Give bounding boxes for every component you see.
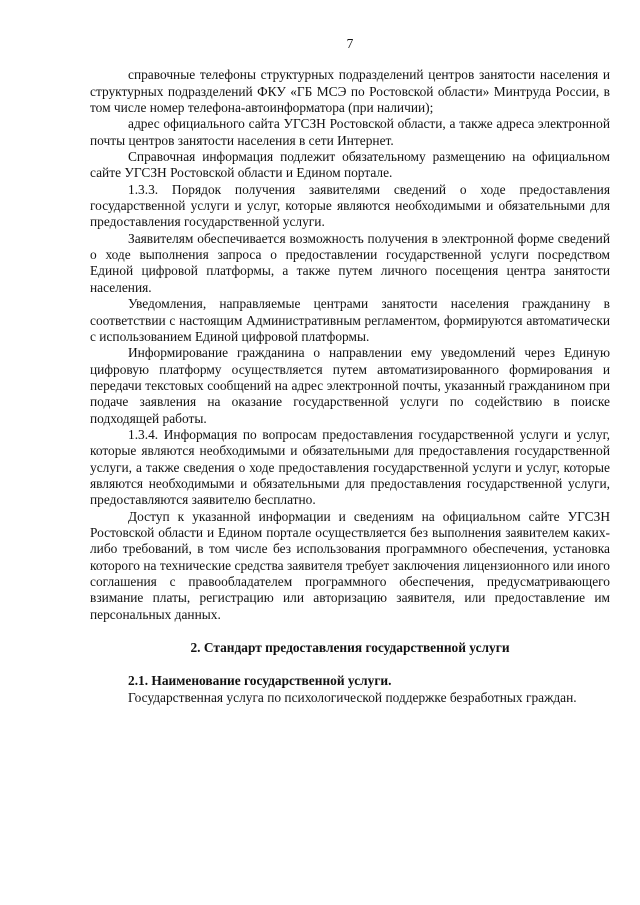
paragraph-1-3-3: 1.3.3. Порядок получения заявителями сведений о ходе предоставления государственной услуги и услуг, которые являются необходимыми и обязательными для предоставления государственной услуги. (90, 181, 610, 230)
paragraph-phones: справочные телефоны структурных подразделений центров занятости населения и структурных подразделений ФКУ «ГБ МСЭ по Ростовской области» Минтруда России, в том числе номер телефона-автоинформатора (при наличии); (90, 67, 610, 116)
subsection-heading: 2.1. Наименование государственной услуги. (128, 673, 392, 689)
section-heading: 2. Стандарт предоставления государственной услуги (190, 640, 510, 656)
paragraph-informing: Информирование гражданина о направлении ему уведомлений через Единую цифровую платформу осуществляется путем автоматизированного формирования и передачи текстовых сообщений на адрес электронной почты, указанный гражданином при подаче заявления на оказание государственной услуги по содействию в поиске подходящей работы. (90, 345, 610, 426)
page-number: 7 (346, 36, 354, 51)
paragraph-notifications: Уведомления, направляемые центрами занятости населения гражданину в соответствии с настоящим Административным регламентом, формируются автоматически с использованием Единой цифровой платформы. (90, 296, 610, 344)
paragraph-service-name: Государственная услуга по психологической поддержке безработных граждан. (128, 689, 577, 705)
paragraph-access: Доступ к указанной информации и сведениям на официальном сайте УГСЗН Ростовской области и Едином портале осуществляется без выполнения заявителем каких-либо требований, в том числе без использования программного обеспечения, установка которого на технические средства заявителя требует заключения лицензионного или иного соглашения с правообладателем программного обеспечения, предусматривающего взимание платы, регистрацию или авторизацию заявителя, или предоставление им персональных данных. (90, 508, 610, 622)
paragraph-electronic-status: Заявителям обеспечивается возможность получения в электронной форме сведений о ходе выполнения запроса о предоставлении государственной услуги посредством Единой цифровой платформы, а также путем личного посещения центра занятости населения. (90, 230, 610, 295)
paragraph-website: адрес официального сайта УГСЗН Ростовской области, а также адреса электронной почты центров занятости населения в сети Интернет. (90, 116, 610, 148)
paragraph-reference-info: Справочная информация подлежит обязательному размещению на официальном сайте УГСЗН Ростовской области и Едином портале. (90, 149, 610, 181)
paragraph-1-3-4: 1.3.4. Информация по вопросам предоставления государственной услуги и услуг, которые являются необходимыми и обязательными для предоставления государственной услуги, а также сведения о ходе предоставления государственной услуги и услуг, которые являются необходимыми и обязательными для предоставления государственной услуги, предоставляются заявителю бесплатно. (90, 426, 610, 508)
